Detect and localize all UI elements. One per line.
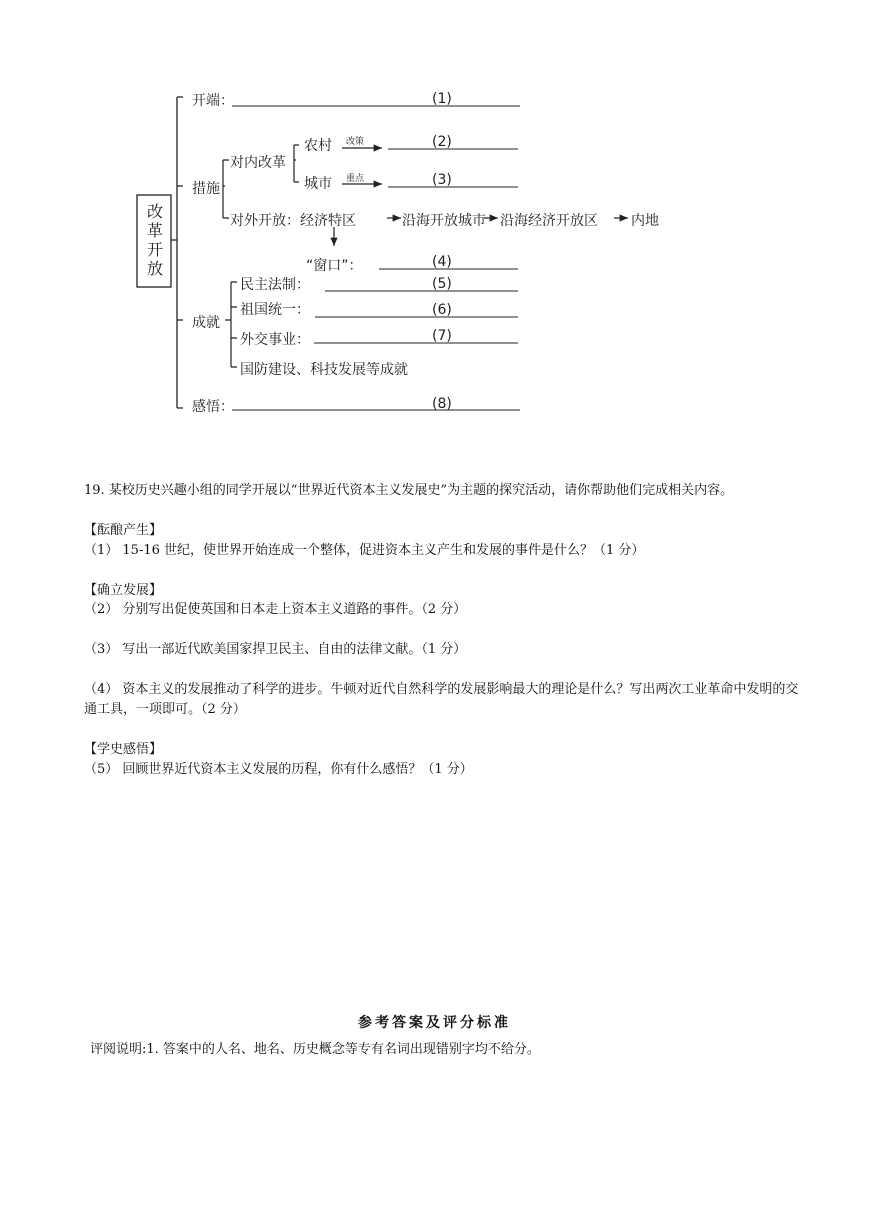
q19-sub-3: （3） 写出一部近代欧美国家捍卫民主、自由的法律文献。（1 分） bbox=[84, 642, 467, 657]
diagram-lines bbox=[0, 0, 869, 460]
section-heading-development: 【确立发展】 bbox=[84, 583, 163, 598]
blank-5: (5) bbox=[432, 276, 452, 292]
insight-label: 感悟： bbox=[192, 399, 234, 415]
blank-2: (2) bbox=[432, 134, 452, 150]
blank-3: (3) bbox=[432, 172, 452, 188]
answer-note: 评阅说明:1. 答案中的人名、地名、历史概念等专有名词出现错别字均不给分。 bbox=[90, 1042, 540, 1057]
urban-label: 城市 bbox=[304, 176, 332, 192]
achievements-label: 成就 bbox=[192, 315, 220, 331]
center-char-3: 开 bbox=[146, 240, 163, 259]
opening-chain-1: 沿海开放城市 bbox=[402, 213, 486, 229]
center-char-4: 放 bbox=[146, 259, 163, 278]
domestic-reform-label: 对内改革 bbox=[230, 155, 286, 171]
rural-arrow-label: 改策 bbox=[346, 137, 365, 147]
q19-intro: 19. 某校历史兴趣小组的同学开展以“世界近代资本主义发展史”为主题的探究活动，请你帮助他们完成相关内容。 bbox=[84, 483, 734, 498]
q19-sub-1: （1） 15-16 世纪，使世界开始连成一个整体，促进资本主义产生和发展的事件是什么？（1 分） bbox=[84, 543, 645, 558]
opening-label: 对外开放：经济特区 bbox=[230, 213, 356, 229]
section-heading-origin: 【酝酿产生】 bbox=[84, 523, 163, 538]
answer-heading: 参考答案及评分标准 bbox=[358, 1015, 511, 1031]
reunification-label: 祖国统一： bbox=[240, 302, 310, 318]
q19-sub-4: （4） 资本主义的发展推动了科学的进步。牛顿对近代自然科学的发展影响最大的理论是什么？写出两次工业革命中发明的交通工具，一项即可。（2 分） bbox=[84, 682, 799, 717]
blank-4: (4) bbox=[432, 254, 452, 270]
opening-chain-3: 内地 bbox=[631, 213, 659, 229]
section-heading-insight: 【学史感悟】 bbox=[84, 742, 163, 757]
window-label: “窗口”： bbox=[306, 258, 363, 274]
blank-7: (7) bbox=[432, 328, 452, 344]
center-label bbox=[145, 202, 165, 278]
start-label: 开端： bbox=[192, 93, 234, 109]
reform-opening-diagram bbox=[0, 0, 869, 460]
diplomacy-label: 外交事业： bbox=[240, 332, 310, 348]
blank-1: (1) bbox=[432, 91, 452, 107]
democracy-label: 民主法制： bbox=[240, 277, 310, 293]
center-char-1: 改 bbox=[146, 202, 163, 221]
defense-label: 国防建设、科技发展等成就 bbox=[240, 362, 408, 378]
blank-6: (6) bbox=[432, 302, 452, 318]
measures-label: 措施 bbox=[192, 181, 220, 197]
blank-8: (8) bbox=[432, 396, 452, 412]
urban-arrow-label: 重点 bbox=[346, 174, 365, 184]
opening-chain-2: 沿海经济开放区 bbox=[500, 213, 598, 229]
rural-label: 农村 bbox=[304, 138, 332, 154]
center-char-2: 革 bbox=[146, 221, 163, 240]
q19-sub-2: （2） 分别写出促使英国和日本走上资本主义道路的事件。（2 分） bbox=[84, 602, 467, 617]
q19-sub-5: （5） 回顾世界近代资本主义发展的历程，你有什么感悟？（1 分） bbox=[84, 762, 473, 777]
